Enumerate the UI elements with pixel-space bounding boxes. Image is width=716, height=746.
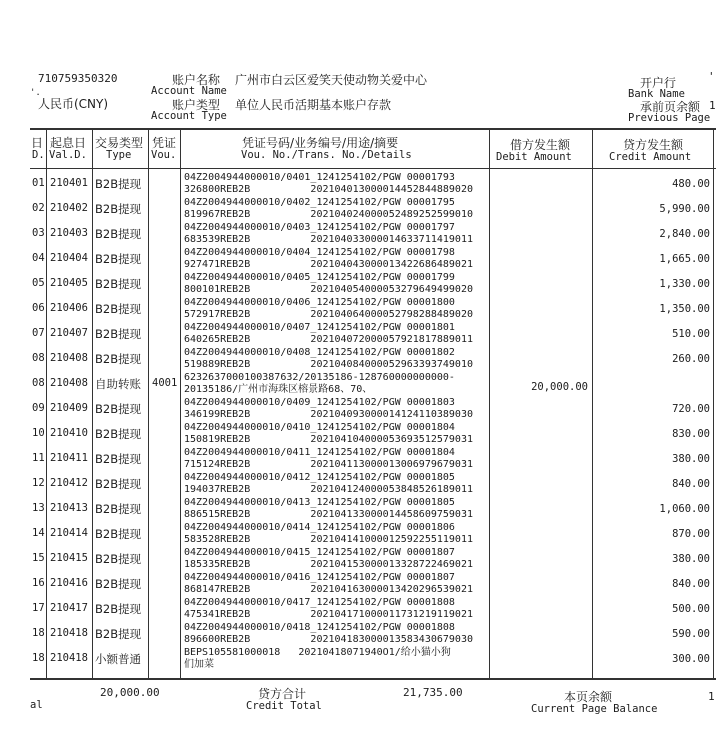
col-voucher-header: 凭证 <box>152 136 177 150</box>
row-type: B2B提现 <box>95 277 142 291</box>
row-details-line1: 04Z2004944000010/0416_1241254102/PGW 00001807 <box>184 572 455 583</box>
col-type-header: 交易类型 <box>95 136 144 150</box>
row-details-line1: 04Z2004944000010/0411_1241254102/PGW 00001804 <box>184 447 455 458</box>
row-value-date: 210409 <box>50 402 88 414</box>
row-details-line1: 04Z2004944000010/0406_1241254102/PGW 00001800 <box>184 297 455 308</box>
row-date: 12 <box>32 477 45 489</box>
col-details-header: 凭证号码/业务编号/用途/摘要 <box>242 136 399 150</box>
row-date: 17 <box>32 602 45 614</box>
row-details-line2: 346199REB2B 202104093000014124110389030 <box>184 409 473 420</box>
row-value-date: 210403 <box>50 227 88 239</box>
row-type: B2B提现 <box>95 577 142 591</box>
row-credit: 480.00 <box>672 178 710 190</box>
row-type: B2B提现 <box>95 202 142 216</box>
row-credit: 840.00 <box>672 478 710 490</box>
row-details-line2: 819967REB2B 202104024000052489252599010 <box>184 209 473 220</box>
row-date: 18 <box>32 627 45 639</box>
row-type: 小额普通 <box>95 652 141 666</box>
col-divider <box>180 130 181 678</box>
row-type: B2B提现 <box>95 327 142 341</box>
row-details-line1: 04Z2004944000010/0401_1241254102/PGW 00001793 <box>184 172 455 183</box>
row-value-date: 210415 <box>50 552 88 564</box>
corner-mark: ' <box>708 70 715 83</box>
row-value-date: 210418 <box>50 652 88 664</box>
row-type: B2B提现 <box>95 177 142 191</box>
col-voucher-header-en: Vou. <box>151 149 177 161</box>
row-details-line2: 326800REB2B 202104013000014452844889020 <box>184 184 473 195</box>
row-details-line1: 04Z2004944000010/0409_1241254102/PGW 00001803 <box>184 397 455 408</box>
row-value-date: 210417 <box>50 602 88 614</box>
row-details-line1: 04Z2004944000010/0413_1241254102/PGW 00001805 <box>184 497 455 508</box>
row-details-line2: 475341REB2B 202104171000011731219119021 <box>184 609 473 620</box>
row-type: B2B提现 <box>95 427 142 441</box>
row-value-date: 210402 <box>50 202 88 214</box>
page-balance-label: 本页余额 <box>564 690 613 704</box>
row-details-line1: 04Z2004944000010/0404_1241254102/PGW 00001798 <box>184 247 455 258</box>
row-details-line2: 519889REB2B 202104084000052963393749010 <box>184 359 473 370</box>
row-date: 06 <box>32 302 45 314</box>
row-details-line2: 583528REB2B 202104141000012592255119011 <box>184 534 473 545</box>
left-mark: '. <box>30 88 41 98</box>
row-type: B2B提现 <box>95 527 142 541</box>
row-details-line1: 623263700010038763‌2/20135186-128760000000000- <box>184 372 455 383</box>
row-details-line2: 896600REB2B 202104183000013583430679030 <box>184 634 473 645</box>
row-details-line1: 04Z2004944000010/0402_1241254102/PGW 00001795 <box>184 197 455 208</box>
row-type: B2B提现 <box>95 502 142 516</box>
row-value-date: 210418 <box>50 627 88 639</box>
row-credit: 830.00 <box>672 428 710 440</box>
row-details-line2: 683539REB2B 202104033000014633711419011 <box>184 234 473 245</box>
row-type: B2B提现 <box>95 402 142 416</box>
account-name-label: 账户名称 <box>172 73 221 87</box>
row-date: 15 <box>32 552 45 564</box>
col-credit-header-en: Credit Amount <box>609 151 692 163</box>
row-details-line1: 04Z2004944000010/0417_1241254102/PGW 00001808 <box>184 597 455 608</box>
row-details-line1: 04Z2004944000010/0412_1241254102/PGW 00001805 <box>184 472 455 483</box>
row-value-date: 210408 <box>50 377 88 389</box>
row-date: 08 <box>32 377 45 389</box>
row-date: 02 <box>32 202 45 214</box>
col-debit-header: 借方发生额 <box>510 138 571 152</box>
row-details-line2: 185335REB2B 202104153000013328722469021 <box>184 559 473 570</box>
row-value-date: 210408 <box>50 352 88 364</box>
table-bottom-rule <box>30 678 716 680</box>
row-credit: 500.00 <box>672 603 710 615</box>
row-credit: 510.00 <box>672 328 710 340</box>
credit-total-value: 21,735.00 <box>403 686 463 699</box>
row-credit: 1,665.00 <box>659 253 710 265</box>
row-details-line1: 04Z2004944000010/0407_1241254102/PGW 00001801 <box>184 322 455 333</box>
account-name-label-en: Account Name <box>151 85 227 97</box>
currency: 人民币(CNY) <box>38 97 109 111</box>
row-date: 01 <box>32 177 45 189</box>
row-type: B2B提现 <box>95 452 142 466</box>
row-details-line2: 886515REB2B 202104133000014458609759031 <box>184 509 473 520</box>
row-value-date: 210404 <box>50 252 88 264</box>
credit-total-label-en: Credit Total <box>246 700 322 712</box>
row-credit: 870.00 <box>672 528 710 540</box>
footer-left-label: al <box>30 699 43 711</box>
bank-label: 开户行 <box>640 76 677 90</box>
row-details-line1: 04Z2004944000010/0405_1241254102/PGW 00001799 <box>184 272 455 283</box>
col-date-header-en: D. <box>32 149 45 161</box>
page-balance-label-en: Current Page Balance <box>531 703 658 715</box>
col-debit-header-en: Debit Amount <box>496 151 572 163</box>
col-divider <box>46 130 47 678</box>
row-credit: 260.00 <box>672 353 710 365</box>
row-date: 13 <box>32 502 45 514</box>
row-type: B2B提现 <box>95 477 142 491</box>
col-divider <box>489 130 490 678</box>
col-date-header: 日 <box>31 136 44 150</box>
row-credit: 840.00 <box>672 578 710 590</box>
row-credit: 720.00 <box>672 403 710 415</box>
row-details-line1: 04Z2004944000010/0414_1241254102/PGW 00001806 <box>184 522 455 533</box>
row-value-date: 210410 <box>50 427 88 439</box>
row-details-line1: 04Z2004944000010/0415_1241254102/PGW 00001807 <box>184 547 455 558</box>
col-credit-header: 贷方发生额 <box>623 138 684 152</box>
col-details-header-en: Vou. No./Trans. No./Details <box>241 149 412 161</box>
row-type: B2B提现 <box>95 627 142 641</box>
row-credit: 1,060.00 <box>659 503 710 515</box>
row-debit: 20,000.00 <box>531 381 588 393</box>
row-value-date: 210413 <box>50 502 88 514</box>
row-type: B2B提现 <box>95 227 142 241</box>
row-type: B2B提现 <box>95 302 142 316</box>
row-date: 14 <box>32 527 45 539</box>
row-date: 05 <box>32 277 45 289</box>
row-details-line2: 927471REB2B 202104043000013422686489021 <box>184 259 473 270</box>
account-number: 710759350320 <box>38 72 118 85</box>
row-value-date: 210406 <box>50 302 88 314</box>
row-date: 08 <box>32 352 45 364</box>
table-header-rule <box>30 168 716 169</box>
col-value-date-header-en: Val.D. <box>49 149 87 161</box>
row-value-date: 210416 <box>50 577 88 589</box>
row-credit: 1,350.00 <box>659 303 710 315</box>
account-type-value: 单位人民币活期基本账户存款 <box>235 98 392 112</box>
row-value-date: 210411 <box>50 452 88 464</box>
prev-balance-label-en: Previous Page <box>628 112 711 124</box>
row-details-line2: 800101REB2B 202104054000053279649499020 <box>184 284 473 295</box>
credit-total-label: 贷方合计 <box>258 687 307 701</box>
row-details-line2: 715124REB2B 202104113000013006979679031 <box>184 459 473 470</box>
row-value-date: 210405 <box>50 277 88 289</box>
col-divider <box>713 130 714 678</box>
row-details-line1: BEPS105581000018 20210418071940O1/给小猫小狗 <box>184 647 451 658</box>
row-type: B2B提现 <box>95 552 142 566</box>
account-name-value: 广州市白云区爱笑天使动物关爱中心 <box>235 73 428 87</box>
col-divider <box>592 130 593 678</box>
row-details-line1: 04Z2004944000010/0408_1241254102/PGW 00001802 <box>184 347 455 358</box>
row-details-line2: 572917REB2B 202104064000052798288489020 <box>184 309 473 320</box>
row-type: B2B提现 <box>95 352 142 366</box>
row-date: 03 <box>32 227 45 239</box>
prev-balance-value: 1 <box>709 99 716 112</box>
row-date: 07 <box>32 327 45 339</box>
row-date: 11 <box>32 452 45 464</box>
row-type: B2B提现 <box>95 252 142 266</box>
row-type: B2B提现 <box>95 602 142 616</box>
row-date: 09 <box>32 402 45 414</box>
row-credit: 300.00 <box>672 653 710 665</box>
row-credit: 1,330.00 <box>659 278 710 290</box>
bank-label-en: Bank Name <box>628 88 685 100</box>
row-details-line2: 们加菜 <box>184 659 214 670</box>
prev-balance-label: 承前页余额 <box>640 100 701 114</box>
row-date: 04 <box>32 252 45 264</box>
account-type-label-en: Account Type <box>151 110 227 122</box>
row-credit: 380.00 <box>672 553 710 565</box>
row-date: 10 <box>32 427 45 439</box>
row-details-line1: 04Z2004944000010/0410_1241254102/PGW 00001804 <box>184 422 455 433</box>
row-value-date: 210401 <box>50 177 88 189</box>
row-details-line1: 04Z2004944000010/0418_1241254102/PGW 00001808 <box>184 622 455 633</box>
debit-total: 20,000.00 <box>100 686 160 699</box>
row-value-date: 210407 <box>50 327 88 339</box>
row-details-line1: 04Z2004944000010/0403_1241254102/PGW 00001797 <box>184 222 455 233</box>
row-details-line2: 640265REB2B 202104072000057921817889011 <box>184 334 473 345</box>
row-value-date: 210414 <box>50 527 88 539</box>
table-top-rule <box>30 128 716 130</box>
row-value-date: 210412 <box>50 477 88 489</box>
row-type: 自助转账 <box>95 377 141 391</box>
row-details-line2: 20135186/广州市海珠区榕景路68、70、 <box>184 384 373 395</box>
row-date: 16 <box>32 577 45 589</box>
col-divider <box>148 130 149 678</box>
row-credit: 2,840.00 <box>659 228 710 240</box>
col-value-date-header: 起息日 <box>50 136 87 150</box>
row-credit: 380.00 <box>672 453 710 465</box>
row-details-line2: 194037REB2B 202104124000053848526189011 <box>184 484 473 495</box>
footer-right-mark: 1 <box>708 690 715 703</box>
row-details-line2: 150819REB2B 202104104000053693512579031 <box>184 434 473 445</box>
row-credit: 590.00 <box>672 628 710 640</box>
row-credit: 5,990.00 <box>659 203 710 215</box>
row-date: 18 <box>32 652 45 664</box>
account-type-label: 账户类型 <box>172 98 221 112</box>
row-details-line2: 868147REB2B 202104163000013420296539021 <box>184 584 473 595</box>
col-type-header-en: Type <box>106 149 132 161</box>
col-divider <box>92 130 93 678</box>
row-voucher: 4001 <box>152 377 178 389</box>
